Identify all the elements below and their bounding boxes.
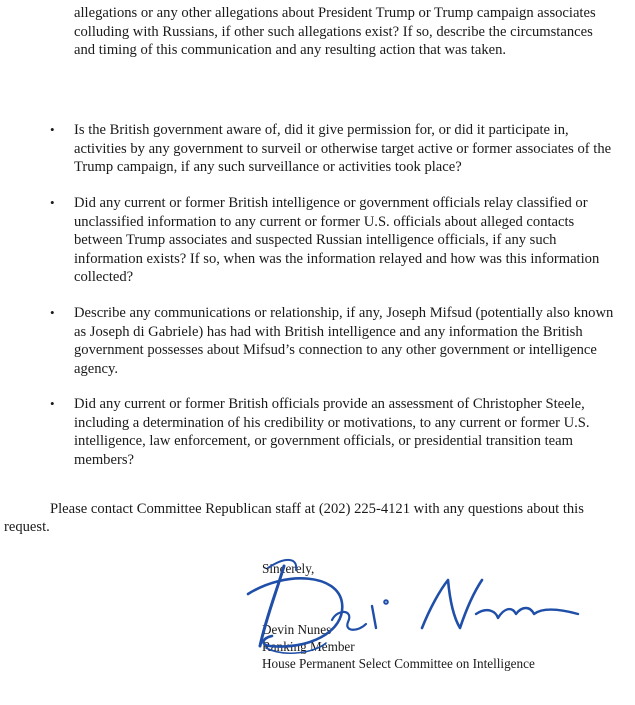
bullet-item bbox=[50, 395, 614, 469]
bullet-item bbox=[50, 121, 614, 177]
bullet-icon: • bbox=[50, 195, 55, 210]
bullet-item bbox=[50, 194, 614, 287]
bullet-text: Did any current or former British officials provide an assessment of Christopher Steele, including a determination of his credibility or motivations, to any current or former U.S. intelligence, law enforcement, or government officials, or presidential transition team members? bbox=[74, 396, 590, 468]
bullet-text: Describe any communications or relationship, if any, Joseph Mifsud (potentially also known as Joseph di Gabriele) has had with British intelligence and any information the British government possesses about Mifsud’s connection to any other government or intelligence agency. bbox=[74, 305, 614, 377]
bullet-text: Is the British government aware of, did it give permission for, or did it participate in, activities by any government to surveil or otherwise target active or former associates of the Trump campaign, if any such surveillance or activities took place? bbox=[74, 122, 612, 176]
signer-name: Devin Nunes bbox=[262, 622, 332, 637]
valediction: Sincerely, bbox=[262, 561, 315, 576]
bullet-text: Did any current or former British intelligence or government officials relay classified or unclassified information to any current or former U.S. officials about alleged contacts between Trump associates and suspected Russian intelligence officials, if any such information exists? If so, when was the information relayed and how was this information collected? bbox=[74, 195, 600, 286]
closing-paragraph: Please contact Committee Republican staff at (202) 225-4121 with any questions about this request. bbox=[4, 500, 584, 536]
signer-title: Ranking Member bbox=[262, 639, 355, 654]
signature-ink bbox=[248, 560, 578, 653]
intro-continuation-paragraph: allegations or any other allegations about President Trump or Trump campaign associates colluding with Russians, if other such allegations exist? If so, describe the circumstances and timing of this communication and any resulting action that was taken. bbox=[74, 5, 596, 59]
bullet-icon: • bbox=[50, 122, 55, 137]
bullet-item bbox=[50, 304, 614, 378]
signer-committee: House Permanent Select Committee on Intelligence bbox=[262, 656, 535, 671]
bullet-icon: • bbox=[50, 305, 55, 320]
bullet-icon: • bbox=[50, 396, 55, 411]
handwritten-signature bbox=[226, 548, 586, 668]
